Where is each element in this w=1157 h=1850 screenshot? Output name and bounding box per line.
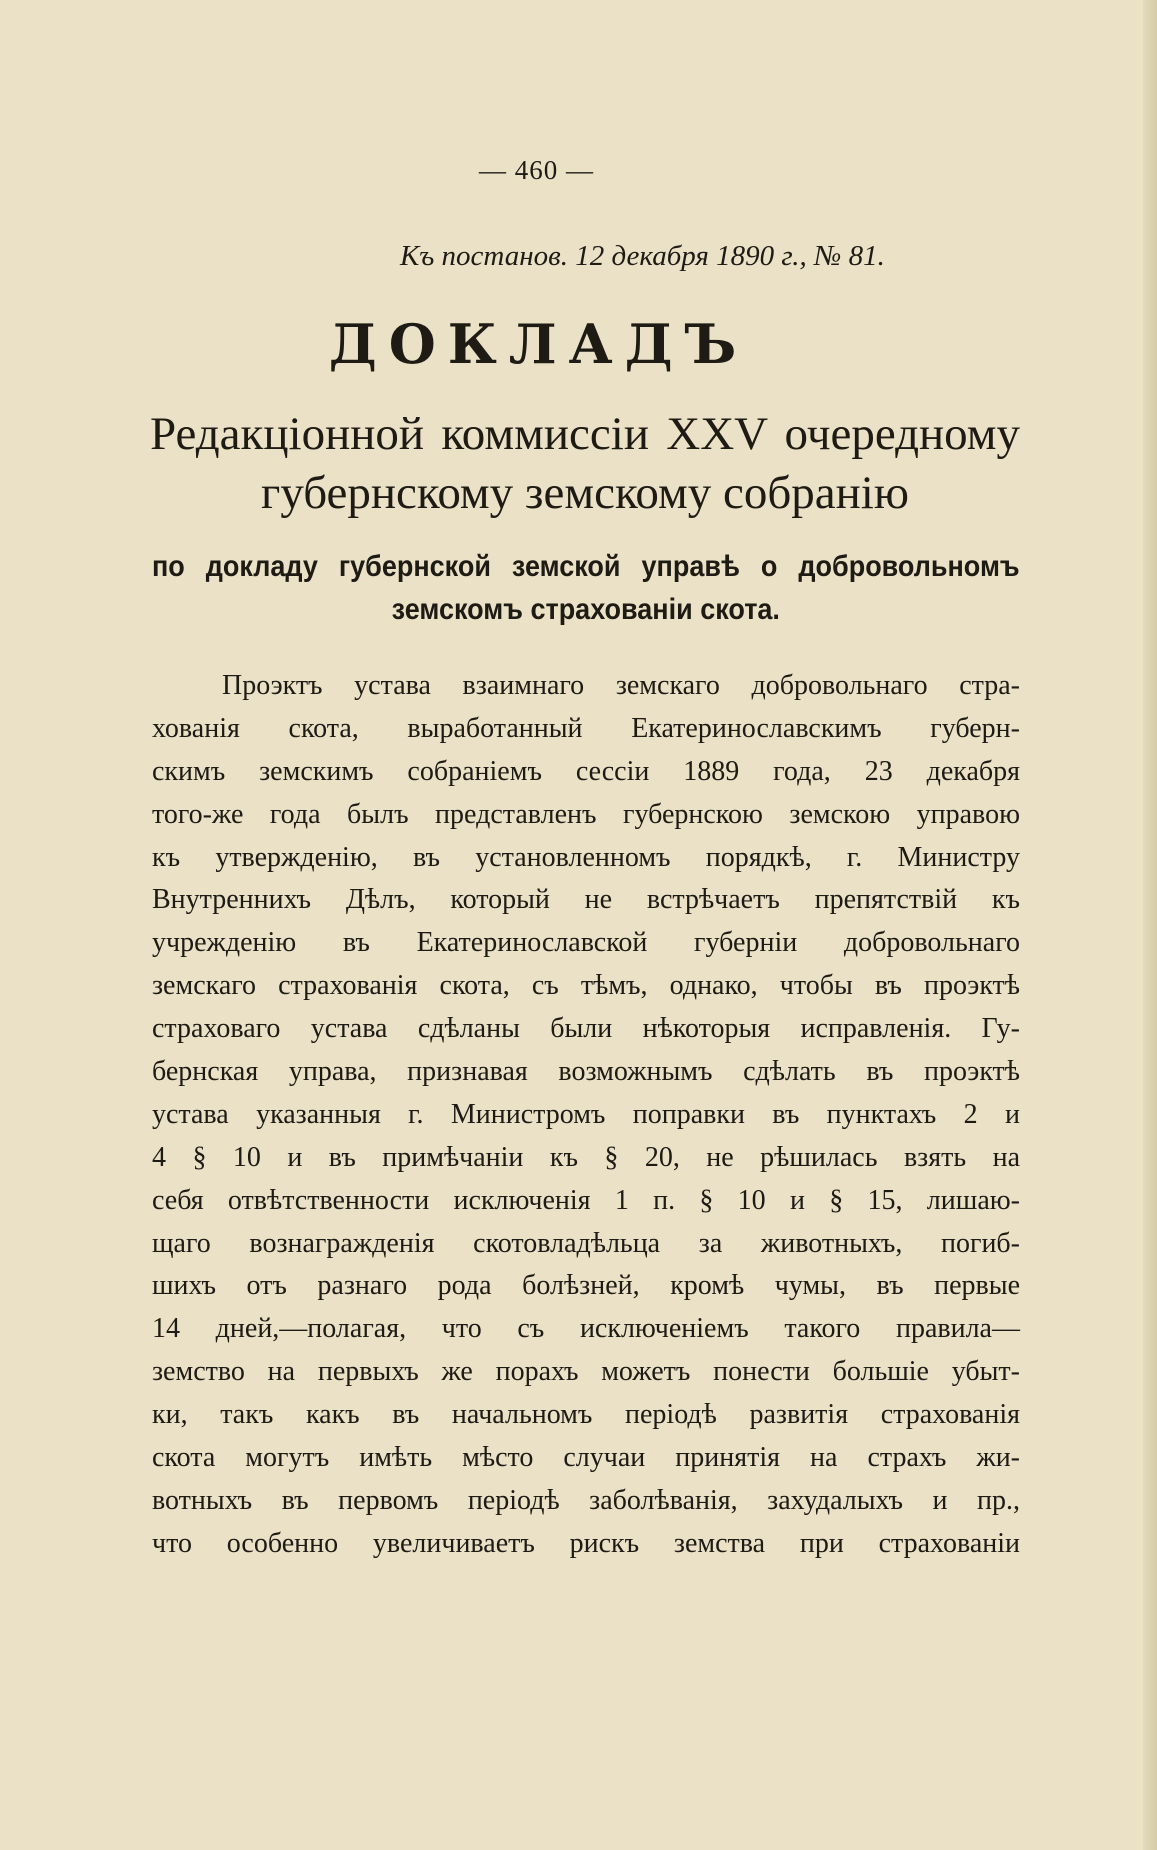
body-line: бернская управа, признавая возможнымъ сдѣлать въ проэктѣ	[152, 1056, 1020, 1088]
body-line: 4 § 10 и въ примѣчаніи къ § 20, не рѣшилась взять на	[152, 1141, 1020, 1173]
resolution-reference: Къ постанов. 12 декабря 1890 г., № 81.	[400, 240, 885, 272]
body-line: страховаго устава сдѣланы были нѣкоторыя исправленія. Гу-	[152, 1013, 1020, 1045]
document-topic	[152, 545, 1020, 631]
topic-line: по докладу губернской земской управѣ о добровольномъ	[152, 550, 1020, 583]
subtitle-line: Редакціонной коммиссіи XXV очередному	[150, 408, 1020, 460]
subtitle-line: губернскому земскому собранію	[261, 467, 909, 519]
body-line: Внутреннихъ Дѣлъ, который не встрѣчаетъ препятствій къ	[152, 884, 1020, 916]
body-line: себя отвѣтственности исключенія 1 п. § 10 и § 15, лишаю-	[152, 1184, 1020, 1216]
page-edge	[1143, 0, 1157, 1850]
body-line: Проэктъ устава взаимнаго земскаго добровольнаго стра-	[222, 670, 1020, 701]
body-line: ки, такъ какъ въ начальномъ періодѣ развитія страхованія	[152, 1399, 1020, 1431]
body-line: того-же года былъ представленъ губернскою земскою управою	[152, 798, 1020, 830]
body-line: щаго вознагражденія скотовладѣльца за животныхъ, погиб-	[152, 1227, 1020, 1259]
body-line: 14 дней,—полагая, что съ исключеніемъ такого правила—	[152, 1313, 1020, 1345]
body-line: къ утвержденію, въ установленномъ порядкѣ, г. Министру	[152, 841, 1020, 873]
body-text	[152, 665, 1020, 1566]
body-line: учрежденію въ Екатеринославской губерніи добровольнаго	[152, 927, 1020, 959]
document-title: ДОКЛАДЪ	[328, 312, 749, 376]
body-line: шихъ отъ разнаго рода болѣзней, кромѣ чумы, въ первые	[152, 1270, 1020, 1302]
body-line: что особенно увеличиваетъ рискъ земства при страхованіи	[152, 1527, 1020, 1559]
body-line: вотныхъ въ первомъ періодѣ заболѣванія, захудалыхъ и пр.,	[152, 1484, 1020, 1516]
body-line: хованія скота, выработанный Екатеринославскимъ губерн-	[152, 712, 1020, 744]
topic-line: земскомъ страхованіи скота.	[391, 593, 780, 626]
body-line: скота могутъ имѣть мѣсто случаи принятія на страхъ жи-	[152, 1442, 1020, 1474]
body-line: земскаго страхованія скота, съ тѣмъ, однако, чтобы въ проэктѣ	[152, 970, 1020, 1002]
page-number: — 460 —	[479, 155, 594, 185]
body-line: скимъ земскимъ собраніемъ сессіи 1889 года, 23 декабря	[152, 755, 1020, 787]
body-line: земство на первыхъ же порахъ можетъ понести большіе убыт-	[152, 1356, 1020, 1388]
document-subtitle	[150, 405, 1020, 523]
body-line: устава указанныя г. Министромъ поправки въ пунктахъ 2 и	[152, 1098, 1020, 1130]
